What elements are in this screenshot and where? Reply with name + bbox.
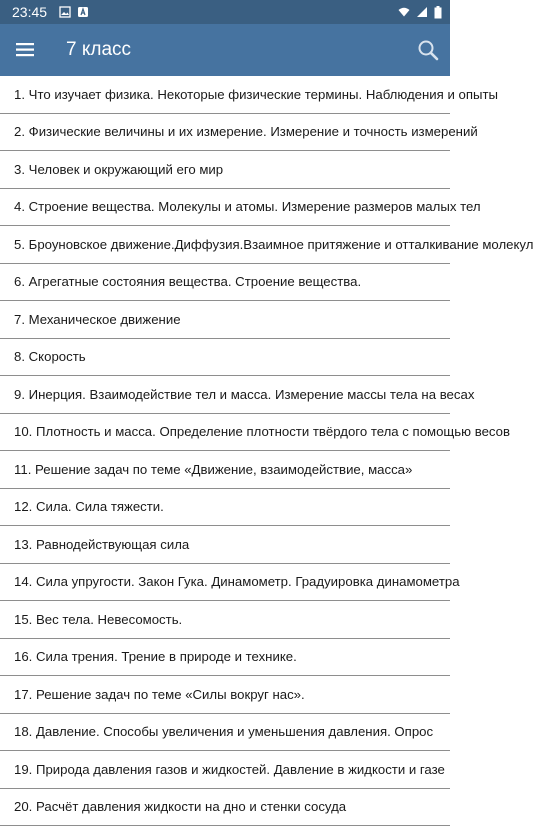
list-item-label: 11. Решение задач по теме «Движение, взаимодействие, масса» (14, 462, 434, 477)
wifi-icon (398, 6, 410, 18)
battery-icon (434, 6, 442, 19)
image-icon (59, 6, 71, 18)
list-item[interactable] (0, 301, 450, 339)
list-item-label: 15. Вес тела. Невесомость. (14, 612, 434, 627)
list-item-label: 9. Инерция. Взаимодействие тел и масса. Измерение массы тела на весах (14, 387, 434, 402)
list-item[interactable] (0, 714, 450, 752)
status-left-icons (59, 6, 89, 18)
menu-button[interactable] (0, 24, 52, 76)
list-item[interactable] (0, 114, 450, 152)
list-item-label: 14. Сила упругости. Закон Гука. Динамометр. Градуировка динамометра (14, 574, 434, 589)
font-icon (77, 6, 89, 18)
search-button[interactable] (406, 24, 450, 76)
list-item[interactable] (0, 76, 450, 114)
list-item[interactable] (0, 676, 450, 714)
status-right-icons (398, 6, 442, 19)
list-item-label: 13. Равнодействующая сила (14, 537, 434, 552)
list-item-label: 5. Броуновское движение.Диффузия.Взаимное притяжение и отталкивание молекул (14, 237, 434, 252)
list-item-label: 10. Плотность и масса. Определение плотности твёрдого тела с помощью весов (14, 424, 434, 439)
list-item[interactable] (0, 151, 450, 189)
hamburger-menu-icon (16, 42, 36, 58)
list-item-label: 12. Сила. Сила тяжести. (14, 499, 434, 514)
list-item[interactable] (0, 489, 450, 527)
list-item-label: 18. Давление. Способы увеличения и уменьшения давления. Опрос (14, 724, 434, 739)
list-item-label: 19. Природа давления газов и жидкостей. Давление в жидкости и газе (14, 762, 434, 777)
list-item-label: 1. Что изучает физика. Некоторые физические термины. Наблюдения и опыты (14, 87, 434, 102)
list-item[interactable] (0, 414, 450, 452)
app-bar (0, 24, 450, 76)
list-item[interactable] (0, 189, 450, 227)
list-item[interactable] (0, 601, 450, 639)
list-item[interactable] (0, 451, 450, 489)
list-item[interactable] (0, 226, 450, 264)
list-item-label: 8. Скорость (14, 349, 434, 364)
list-item-label: 2. Физические величины и их измерение. Измерение и точность измерений (14, 124, 434, 139)
list-item[interactable] (0, 376, 450, 414)
page-title: 7 класс (66, 39, 131, 61)
signal-icon (416, 6, 428, 18)
lesson-list (0, 76, 450, 800)
list-item[interactable] (0, 339, 450, 377)
list-item[interactable] (0, 639, 450, 677)
list-item[interactable] (0, 526, 450, 564)
list-item-label: 20. Расчёт давления жидкости на дно и стенки сосуда (14, 799, 434, 814)
list-item[interactable] (0, 751, 450, 789)
list-item-label: 6. Агрегатные состояния вещества. Строение вещества. (14, 274, 434, 289)
search-icon (417, 39, 439, 61)
list-item-label: 17. Решение задач по теме «Силы вокруг нас». (14, 687, 434, 702)
status-time: 23:45 (12, 4, 47, 20)
list-item[interactable] (0, 264, 450, 302)
status-bar (0, 0, 450, 24)
list-item[interactable] (0, 564, 450, 602)
list-item-label: 4. Строение вещества. Молекулы и атомы. Измерение размеров малых тел (14, 199, 434, 214)
list-item-label: 3. Человек и окружающий его мир (14, 162, 434, 177)
list-item[interactable] (0, 789, 450, 826)
list-item-label: 16. Сила трения. Трение в природе и технике. (14, 649, 434, 664)
list-item-label: 7. Механическое движение (14, 312, 434, 327)
